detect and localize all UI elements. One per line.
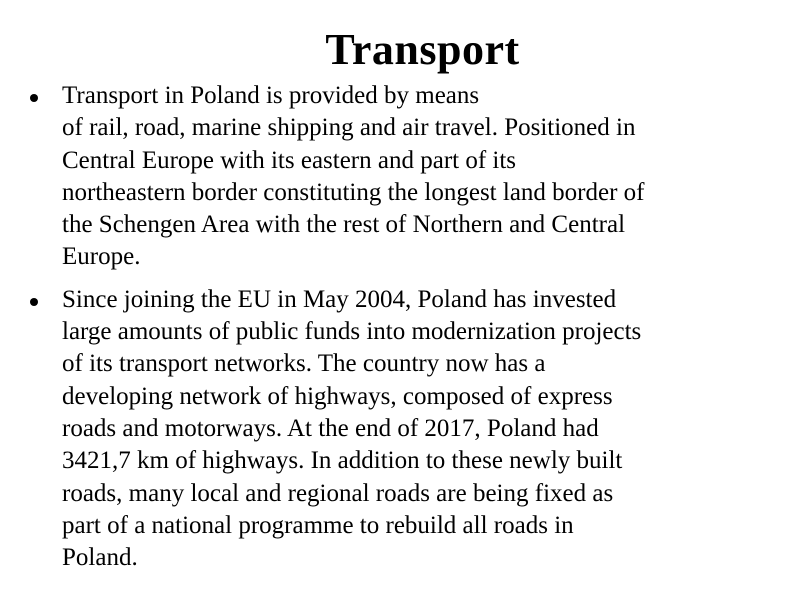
bullet-line: 3421,7 km of highways. In addition to these newly built: [62, 447, 623, 475]
bullet-line: Transport in Poland is provided by means: [62, 82, 480, 109]
bullet-line: roads, many local and regional roads are being fixed as: [62, 479, 614, 507]
bullet-line: large amounts of public funds into modernization projects: [62, 318, 642, 346]
bullet-line: Since joining the EU in May 2004, Poland has invested: [62, 285, 617, 313]
bullet-line: developing network of highways, composed of express: [62, 382, 613, 410]
bullet-dot-icon: [30, 94, 38, 102]
bullet-dot-icon: [30, 298, 38, 306]
bullet-line: of its transport networks. The country now has a: [62, 350, 546, 378]
bullet-line: the Schengen Area with the rest of Northern and Central: [62, 211, 626, 239]
slide-title: Transport: [325, 25, 520, 74]
bullet-line: Central Europe with its eastern and part of its: [62, 146, 517, 174]
bullet-line: Poland.: [62, 544, 138, 572]
bullet-line: of rail, road, marine shipping and air travel. Positioned in: [62, 114, 636, 142]
bullet-item: [0, 80, 780, 274]
bullet-line: Europe.: [62, 243, 141, 271]
bullet-line: roads and motorways. At the end of 2017, Poland had: [62, 414, 599, 442]
bullet-list: [0, 80, 780, 584]
bullet-item: [0, 284, 780, 575]
bullet-line: part of a national programme to rebuild all roads in: [62, 511, 574, 539]
bullet-line: northeastern border constituting the longest land border of: [62, 178, 645, 206]
